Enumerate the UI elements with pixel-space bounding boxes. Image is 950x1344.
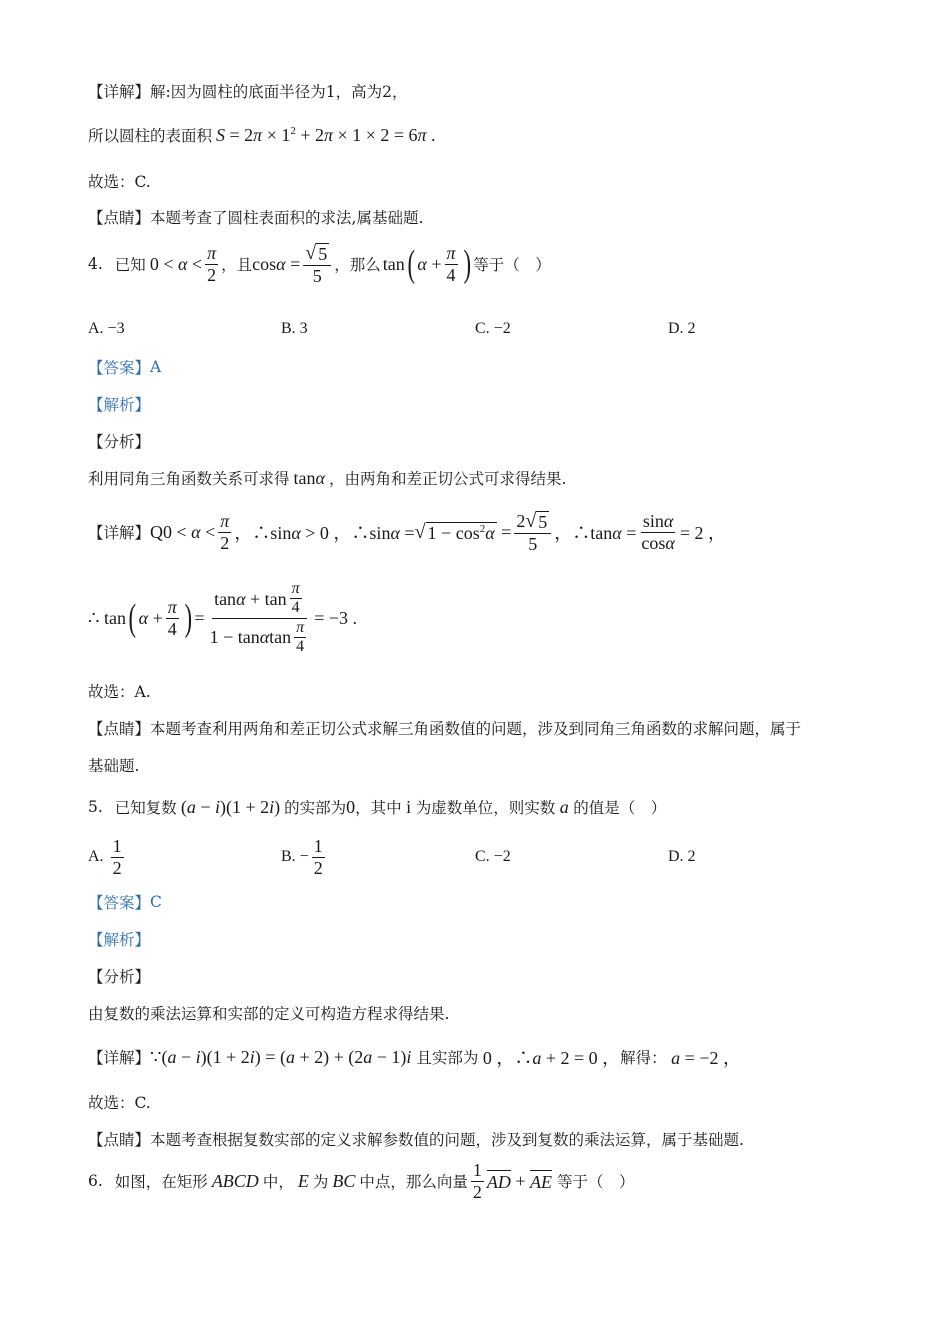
q3-comment: [88, 206, 423, 228]
q4-comment-line2: 基础题.: [88, 757, 140, 775]
q3-area-formula: $S = 2\pi \times 1^2 + 2\pi \times 1 \times 2 = 6\pi$ .: [216, 124, 436, 145]
answer-tag: 【答案】: [88, 359, 151, 377]
q4-stem: 4. 已知 0 < α < $\frac{\pi}{2}$ ，且 cosα = √ 5 5 ，那么 tan ( α + $\frac{\pi}{4}$ ) 等于（ ）: [88, 242, 551, 286]
q4-option-a: A. −3: [88, 320, 125, 337]
q5-stem: 5. 已知复数 (a − i)(1 + 2i) 的实部为 0 ，其中 i 为虚数单位，则实数 a 的值是（ ）: [88, 796, 667, 817]
q4-fenxi-tag: 【分析】: [88, 433, 151, 451]
q3-comment-text: 本题考查了圆柱表面积的求法,属基础题.: [150, 209, 424, 227]
q5-analysis-text: 由复数的乘法运算和实部的定义可构造方程求得结果.: [88, 1005, 450, 1023]
q5-answer-value: C: [150, 893, 162, 911]
q4-answer-value: A: [150, 358, 162, 376]
q3-detail-text: 解:因为圆柱的底面半径为1，高为2，: [150, 83, 408, 101]
q4-option-b: B. 3: [281, 320, 308, 337]
q4-answer: [88, 356, 161, 378]
q5-detail: 【详解】 ∵(a − i)(1 + 2i) = (a + 2) + (2a − 1)i 且实部为 0 ，∴a + 2 = 0 ， 解得： a = −2 ，: [88, 1046, 741, 1068]
q4-comment: [88, 717, 801, 739]
q5-option-c: C. −2: [475, 848, 511, 865]
q5-analysis-tag: 【解析】: [88, 931, 151, 949]
q5-option-b: B. − $\frac{1}{2}$: [281, 836, 323, 878]
comment-tag: 【点睛】: [88, 720, 151, 738]
q5-option-a: A. $\frac{1}{2}$: [88, 836, 122, 878]
q5-number: 5.: [88, 798, 103, 816]
q4-comment-line1: 本题考查利用两角和差正切公式求解三角函数值的问题，涉及到同角三角函数的求解问题，属于: [150, 720, 802, 738]
answer-tag: 【答案】: [88, 894, 151, 912]
q4-option-c: C. −2: [475, 320, 511, 337]
comment-tag: 【点睛】: [88, 209, 151, 227]
detail-tag: 【详解】: [88, 83, 151, 101]
q5-comment: [88, 1128, 744, 1150]
q4-number: 4.: [88, 255, 103, 274]
q4-analysis-text: 利用同角三角函数关系可求得 tanα ，由两角和差正切公式可求得结果.: [88, 467, 567, 488]
detail-tag: 【详解】: [88, 1049, 151, 1067]
q5-choice: 故选：C.: [88, 1094, 151, 1112]
pi-over-2-fraction: $\frac{\pi}{2}$: [207, 243, 217, 285]
q6-number: 6.: [88, 1172, 103, 1191]
sqrt5-over-5-fraction: √ 5 5: [303, 242, 331, 287]
q5-comment-text: 本题考查根据复数实部的定义求解参数值的问题，涉及到复数的乘法运算，属于基础题.: [150, 1131, 744, 1149]
q3-area-prefix: 所以圆柱的表面积: [88, 127, 213, 145]
q4-analysis-tag: 【解析】: [88, 396, 151, 414]
detail-tag: 【详解】: [88, 524, 151, 543]
q6-stem: 6. 如图，在矩形 ABCD 中， E 为 BC 中点，那么向量 $\frac{1}{2}$ AD + AE 等于（ ）: [88, 1160, 635, 1202]
q5-answer: [88, 891, 162, 913]
q5-option-d: D. 2: [668, 848, 696, 865]
q5-fenxi-tag: 【分析】: [88, 968, 151, 986]
tan-sum-fraction: tan α + tan $\frac{\pi}{4}$ 1 − tan α tan $\frac{\pi}{4}$: [208, 580, 312, 657]
comment-tag: 【点睛】: [88, 1131, 151, 1149]
q3-area-line: [88, 124, 436, 146]
q4-detail-line2: ∴ tan ( α + $\frac{\pi}{4}$ ) = tan α + tan $\frac{\pi}{4}$ 1 − tan α tan $\frac{\pi}{4}$ = −3 .: [88, 580, 357, 656]
q4-option-d: D. 2: [668, 320, 696, 337]
q3-detail: [88, 80, 407, 102]
q4-choice: 故选：A.: [88, 683, 151, 701]
q3-choice: 故选：C.: [88, 173, 151, 191]
q4-detail-line1: 【详解】 Q0 < α < $\frac{\pi}{2}$ ，∴sinα > 0 ，∴sinα = √ $1 - \cos^2\alpha$ = 2 √ 5 5 ，∴tanα = $\frac{\sin\alpha}{\cos\alpha}$ = 2 ，: [88, 510, 727, 554]
